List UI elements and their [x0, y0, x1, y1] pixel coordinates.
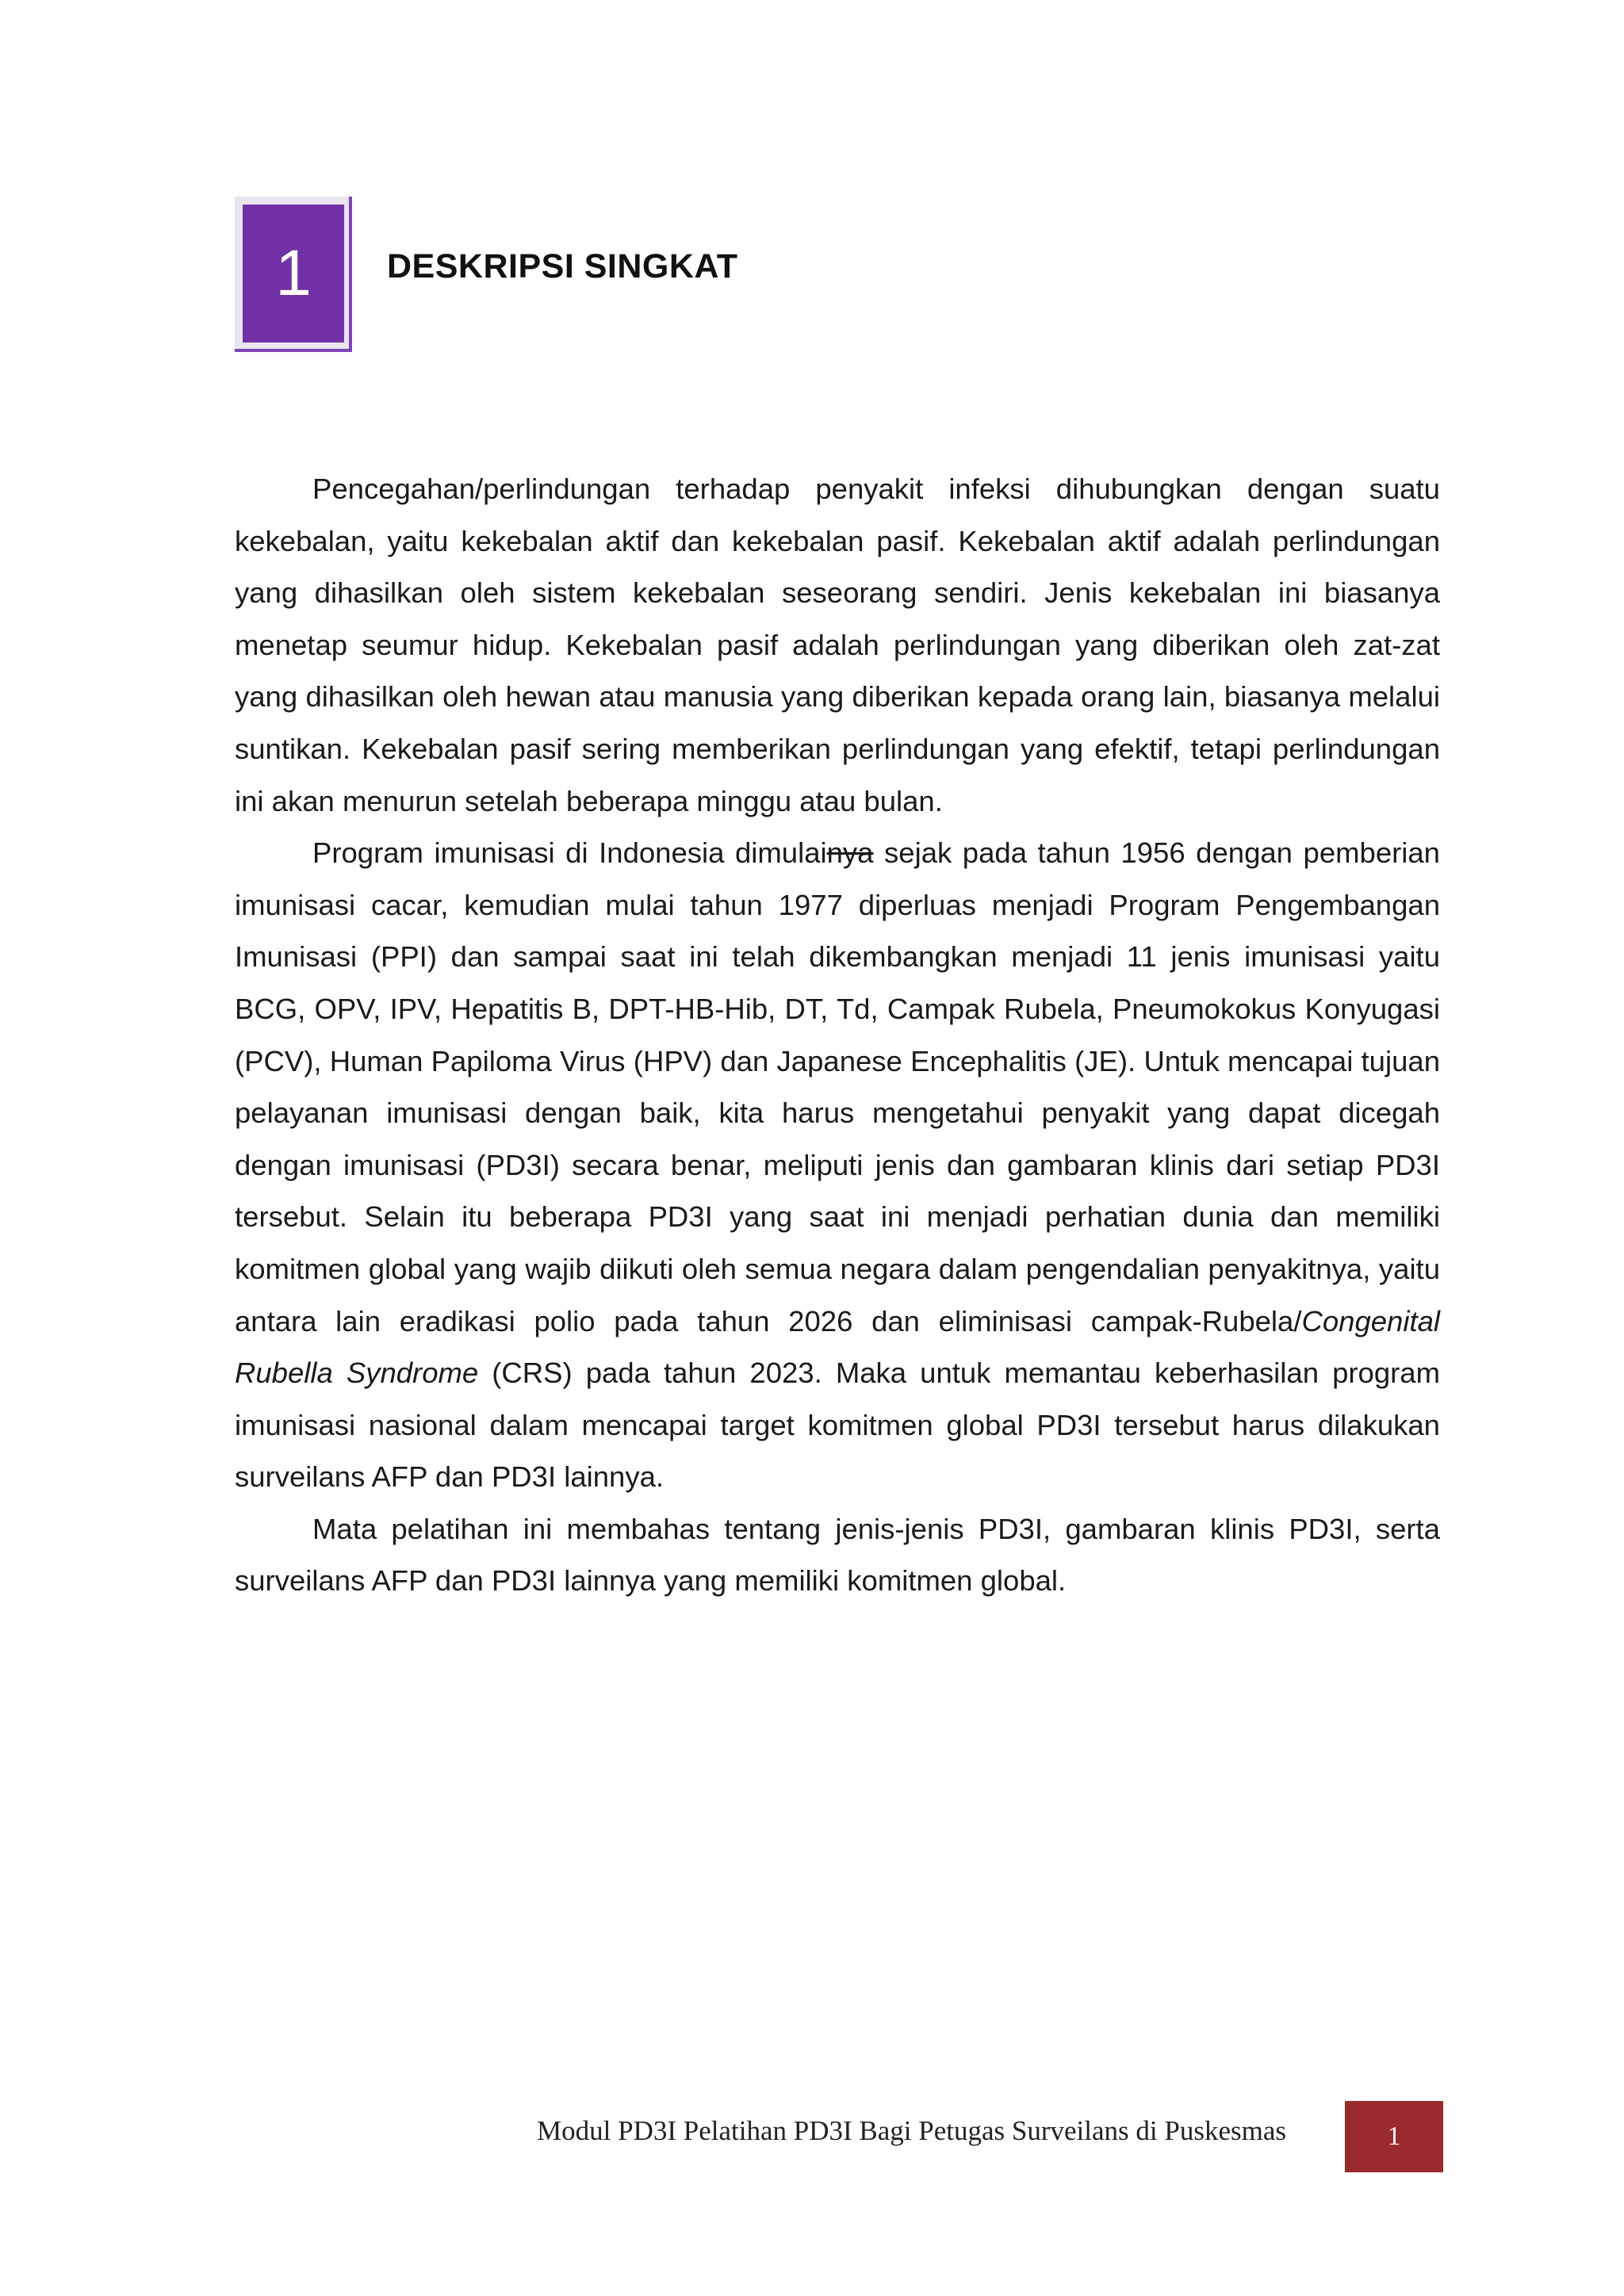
italic-term: Congenital Rubella Syndrome: [235, 1304, 1440, 1390]
body-text: [235, 463, 1440, 1607]
paragraph-2: [235, 827, 1440, 1503]
paragraph-2-part-a: Program imunisasi di Indonesia dimulai: [312, 836, 827, 870]
paragraph-1: Pencegahan/perlindungan terhadap penyakit infeksi dihubungkan dengan suatu kekebalan, yaitu kekebalan aktif dan kekebalan pasif. Kekebalan aktif adalah perlindungan yang dihasilkan oleh sistem kekebalan seseorang sendiri. Jenis kekebalan ini biasanya menetap seumur hidup. Kekebalan pasif adalah perlindungan yang diberikan oleh zat-zat yang dihasilkan oleh hewan atau manusia yang diberikan kepada orang lain, biasanya melalui suntikan. Kekebalan pasif sering memberikan perlindungan yang efektif, tetapi perlindungan ini akan menurun setelah beberapa minggu atau bulan.: [235, 473, 1440, 817]
strikethrough-text: nya: [826, 836, 874, 870]
chapter-number: 1: [243, 205, 344, 342]
page-number-badge: 1: [1345, 2101, 1443, 2172]
paragraph-2-part-c: (CRS) pada tahun 2023. Maka untuk memantau keberhasilan program imunisasi nasional dalam mencapai target komitmen global PD3I tersebut harus dilakukan surveilans AFP dan PD3I lainnya.: [235, 1357, 1440, 1494]
chapter-number-box: [235, 197, 352, 352]
footer-title: Modul PD3I Pelatihan PD3I Bagi Petugas Surveilans di Puskesmas: [537, 2115, 1286, 2146]
paragraph-2-part-b: sejak pada tahun 1956 dengan pemberian imunisasi cacar, kemudian mulai tahun 1977 diperluas menjadi Program Pengembangan Imunisasi (PPI) dan sampai saat ini telah dikembangkan menjadi 11 jenis imunisasi yaitu BCG, OPV, IPV, Hepatitis B, DPT-HB-Hib, DT, Td, Campak Rubela, Pneumokokus Konyugasi (PCV), Human Papiloma Virus (HPV) dan Japanese Encephalitis (JE). Untuk mencapai tujuan pelayanan imunisasi dengan baik, kita harus mengetahui penyakit yang dapat dicegah dengan imunisasi (PD3I) secara benar, meliputi jenis dan gambaran klinis dari setiap PD3I tersebut. Selain itu beberapa PD3I yang saat ini menjadi perhatian dunia dan memiliki komitmen global yang wajib diikuti oleh semua negara dalam pengendalian penyakitnya, yaitu antara lain eradikasi polio pada tahun 2026 dan eliminisasi campak-Rubela/: [235, 836, 1440, 1337]
chapter-title: DESKRIPSI SINGKAT: [387, 247, 738, 285]
paragraph-3: Mata pelatihan ini membahas tentang jenis-jenis PD3I, gambaran klinis PD3I, serta surveilans AFP dan PD3I lainnya yang memiliki komitmen global.: [235, 1512, 1440, 1598]
